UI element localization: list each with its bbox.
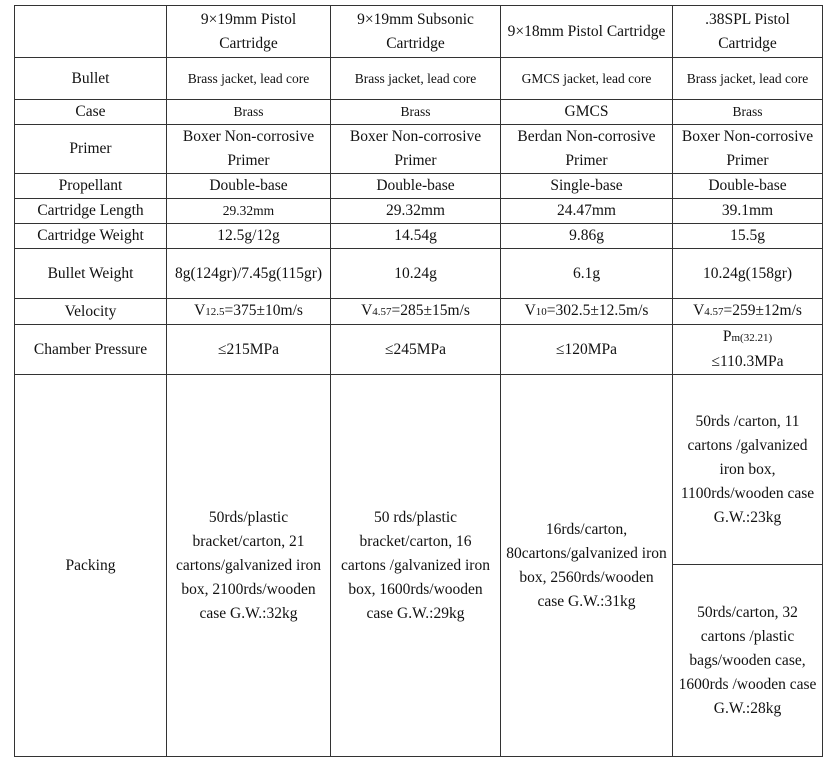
table-row xyxy=(15,174,823,199)
table-cell: 24.47mm xyxy=(501,199,673,224)
velocity-symbol: V xyxy=(194,302,206,319)
velocity-value: =302.5±12.5m/s xyxy=(546,302,649,319)
table-cell: 6.1g xyxy=(501,249,673,299)
row-label: Cartridge Weight xyxy=(15,224,167,249)
table-header-row xyxy=(15,6,823,58)
row-label: Case xyxy=(15,100,167,125)
velocity-subscript: 4.57 xyxy=(372,306,392,318)
table-row xyxy=(15,249,823,299)
table-cell: Brass jacket, lead core xyxy=(673,58,823,100)
table-cell: Brass jacket, lead core xyxy=(331,58,501,100)
row-label: Bullet xyxy=(15,58,167,100)
table-cell: Boxer Non-corrosive Primer xyxy=(167,125,331,174)
table-cell: ≤120MPa xyxy=(501,325,673,375)
table-cell: Brass xyxy=(331,100,501,125)
table-cell: Double-base xyxy=(167,174,331,199)
table-cell: 50 rds/plastic bracket/carton, 16 cartons /galvanized iron box, 1600rds/wooden case G.W.:29kg xyxy=(331,375,501,757)
pressure-symbol-line xyxy=(678,325,817,350)
header-corner-cell xyxy=(15,6,167,58)
table-cell: 29.32mm xyxy=(167,199,331,224)
table-cell: 39.1mm xyxy=(673,199,823,224)
table-cell: Boxer Non-corrosive Primer xyxy=(673,125,823,174)
table-cell: 14.54g xyxy=(331,224,501,249)
table-cell: Brass jacket, lead core xyxy=(167,58,331,100)
table-cell: ≤215MPa xyxy=(167,325,331,375)
velocity-value: =375±10m/s xyxy=(224,302,303,319)
pressure-symbol: P xyxy=(722,328,732,345)
row-label: Bullet Weight xyxy=(15,249,167,299)
table-cell: 29.32mm xyxy=(331,199,501,224)
row-label: Cartridge Length xyxy=(15,199,167,224)
table-row xyxy=(15,325,823,375)
table-cell: Brass xyxy=(167,100,331,125)
column-header: .38SPL Pistol Cartridge xyxy=(673,6,823,58)
column-header: 9×19mm Subsonic Cartridge xyxy=(331,6,501,58)
table-cell: Double-base xyxy=(331,174,501,199)
table-row xyxy=(15,224,823,249)
table-cell: Boxer Non-corrosive Primer xyxy=(331,125,501,174)
pressure-value: ≤110.3MPa xyxy=(711,353,784,370)
row-label: Propellant xyxy=(15,174,167,199)
table-cell: Berdan Non-corrosive Primer xyxy=(501,125,673,174)
velocity-symbol: V xyxy=(524,302,536,319)
table-cell: ≤245MPa xyxy=(331,325,501,375)
row-label: Chamber Pressure xyxy=(15,325,167,375)
table-cell: 9.86g xyxy=(501,224,673,249)
table-cell xyxy=(167,299,331,325)
table-cell xyxy=(331,299,501,325)
table-cell: GMCS xyxy=(501,100,673,125)
table-row xyxy=(15,125,823,174)
table-row xyxy=(15,299,823,325)
spec-table xyxy=(14,5,823,757)
velocity-symbol: V xyxy=(693,302,705,319)
velocity-subscript: 10 xyxy=(535,306,547,318)
table-cell: Brass xyxy=(673,100,823,125)
table-cell: Double-base xyxy=(673,174,823,199)
velocity-subscript: 4.57 xyxy=(704,306,724,318)
table-cell: 12.5g/12g xyxy=(167,224,331,249)
row-label: Primer xyxy=(15,125,167,174)
table-cell: 8g(124gr)/7.45g(115gr) xyxy=(167,249,331,299)
table-cell: 50rds/carton, 32 cartons /plastic bags/wooden case, 1600rds /wooden case G.W.:28kg xyxy=(673,565,823,757)
table-cell: 50rds /carton, 11 cartons /galvanized iron box, 1100rds/wooden case G.W.:23kg xyxy=(673,375,823,565)
velocity-subscript: 12.5 xyxy=(205,306,225,318)
table-cell xyxy=(501,299,673,325)
row-label: Packing xyxy=(15,375,167,757)
table-row xyxy=(15,375,823,565)
table-cell: 15.5g xyxy=(673,224,823,249)
table-cell: 10.24g(158gr) xyxy=(673,249,823,299)
table-cell: GMCS jacket, lead core xyxy=(501,58,673,100)
table-row xyxy=(15,199,823,224)
table-cell xyxy=(673,325,823,375)
table-cell: 16rds/carton, 80cartons/galvanized iron box, 2560rds/wooden case G.W.:31kg xyxy=(501,375,673,757)
table-row xyxy=(15,58,823,100)
column-header: 9×18mm Pistol Cartridge xyxy=(501,6,673,58)
row-label: Velocity xyxy=(15,299,167,325)
velocity-symbol: V xyxy=(361,302,373,319)
column-header: 9×19mm Pistol Cartridge xyxy=(167,6,331,58)
table-cell: 10.24g xyxy=(331,249,501,299)
table-cell: 50rds/plastic bracket/carton, 21 cartons/galvanized iron box, 2100rds/wooden case G.W.:32kg xyxy=(167,375,331,757)
table-cell: Single-base xyxy=(501,174,673,199)
velocity-value: =285±15m/s xyxy=(391,302,470,319)
velocity-value: =259±12m/s xyxy=(723,302,802,319)
pressure-subscript: m(32.21) xyxy=(731,332,773,344)
table-row xyxy=(15,100,823,125)
table-cell xyxy=(673,299,823,325)
